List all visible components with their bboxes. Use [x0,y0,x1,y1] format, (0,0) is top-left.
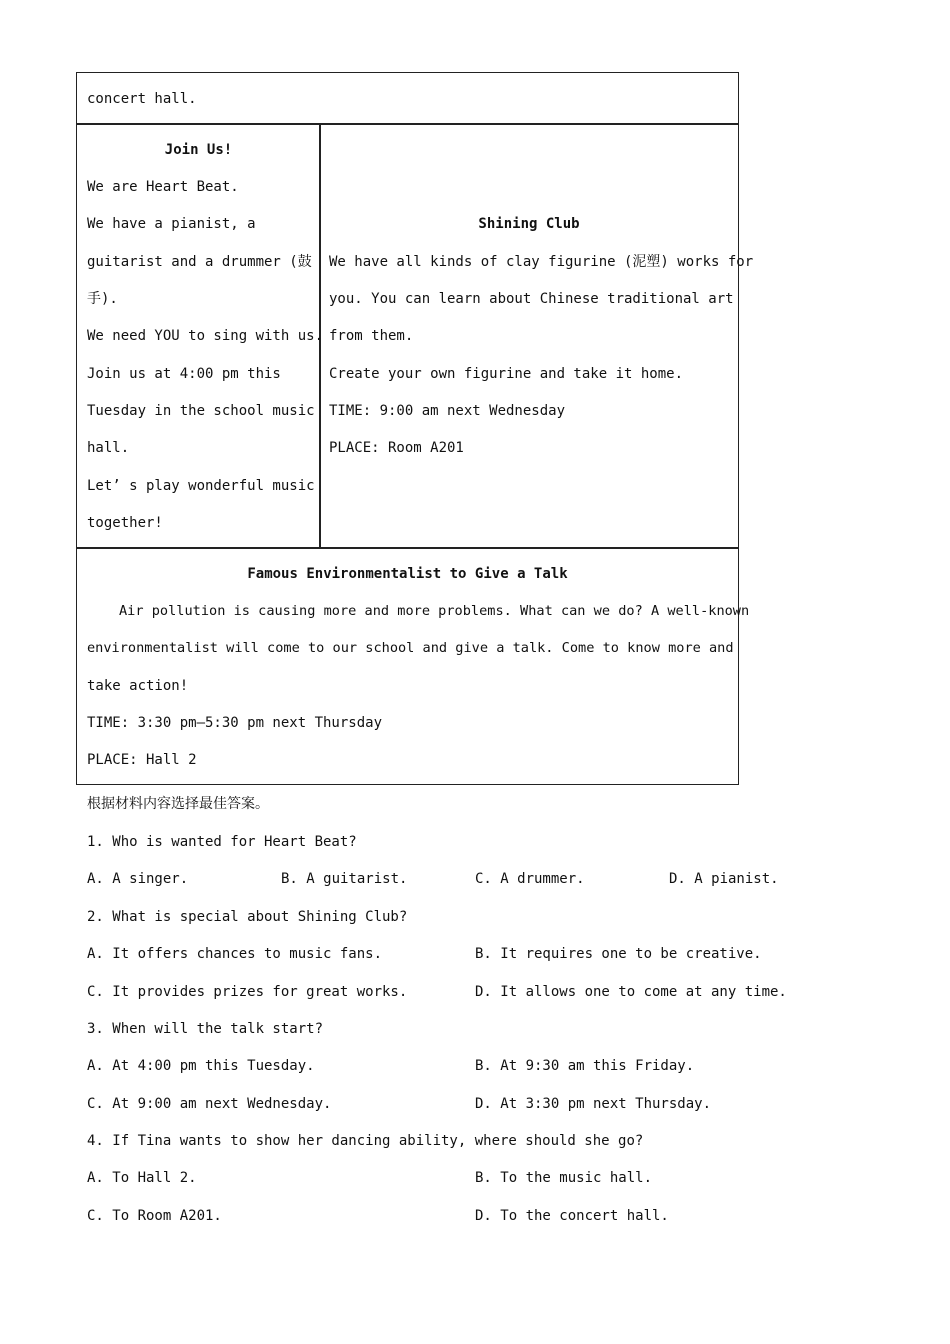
join-us-line: We are Heart Beat. [87,179,239,195]
shining-club-line: you. You can learn about Chinese traditional art [329,291,734,307]
q3-option-d[interactable]: D. At 3:30 pm next Thursday. [475,1096,712,1112]
talk-line: environmentalist will come to our school and give a talk. Come to know more and [87,640,734,656]
q1-option-a[interactable]: A. A singer. [87,871,189,887]
q2-option-b[interactable]: B. It requires one to be creative. [475,946,762,962]
talk-line: take action! [87,678,189,694]
join-us-line: hall. [87,440,130,456]
q2-option-d[interactable]: D. It allows one to come at any time. [475,984,787,1000]
talk-line: Air pollution is causing more and more problems. What can we do? A well-known [119,603,750,619]
question-3: 3. When will the talk start? [87,1021,324,1037]
shining-club-line: PLACE: Room A201 [329,440,464,456]
question-2: 2. What is special about Shining Club? [87,909,408,925]
q4-option-c[interactable]: C. To Room A201. [87,1208,222,1224]
q2-option-c[interactable]: C. It provides prizes for great works. [87,984,408,1000]
q1-option-b[interactable]: B. A guitarist. [281,871,408,887]
question-1: 1. Who is wanted for Heart Beat? [87,834,357,850]
join-us-line: Let’ s play wonderful music [87,478,315,494]
shining-club-line: from them. [329,328,414,344]
q3-option-b[interactable]: B. At 9:30 am this Friday. [475,1058,695,1074]
q4-option-b[interactable]: B. To the music hall. [475,1170,653,1186]
q3-option-a[interactable]: A. At 4:00 pm this Tuesday. [87,1058,315,1074]
talk-line: PLACE: Hall 2 [87,752,197,768]
talk-title: Famous Environmentalist to Give a Talk [247,566,568,582]
shining-club-line: We have all kinds of clay figurine (泥塑) works for [329,254,754,270]
join-us-line: guitarist and a drummer (鼓 [87,254,312,270]
talk-line: TIME: 3:30 pm—5:30 pm next Thursday [87,715,383,731]
question-4: 4. If Tina wants to show her dancing ability, where should she go? [87,1133,644,1149]
q2-option-a[interactable]: A. It offers chances to music fans. [87,946,383,962]
join-us-line: Tuesday in the school music [87,403,315,419]
q1-option-c[interactable]: C. A drummer. [475,871,585,887]
q3-option-c[interactable]: C. At 9:00 am next Wednesday. [87,1096,332,1112]
join-us-line: Join us at 4:00 pm this [87,366,281,382]
q4-option-a[interactable]: A. To Hall 2. [87,1170,197,1186]
top-box-text: concert hall. [87,91,197,107]
join-us-title: Join Us! [164,142,233,158]
q1-option-d[interactable]: D. A pianist. [669,871,779,887]
shining-club-line: TIME: 9:00 am next Wednesday [329,403,566,419]
join-us-line: 手). [87,291,118,307]
instruction: 根据材料内容选择最佳答案。 [87,796,269,812]
join-us-line: We have a pianist, a [87,216,256,232]
join-us-line: We need YOU to sing with us. [87,328,324,344]
join-us-line: together! [87,515,163,531]
q4-option-d[interactable]: D. To the concert hall. [475,1208,669,1224]
shining-club-title: Shining Club [478,216,580,232]
shining-club-line: Create your own figurine and take it home. [329,366,684,382]
